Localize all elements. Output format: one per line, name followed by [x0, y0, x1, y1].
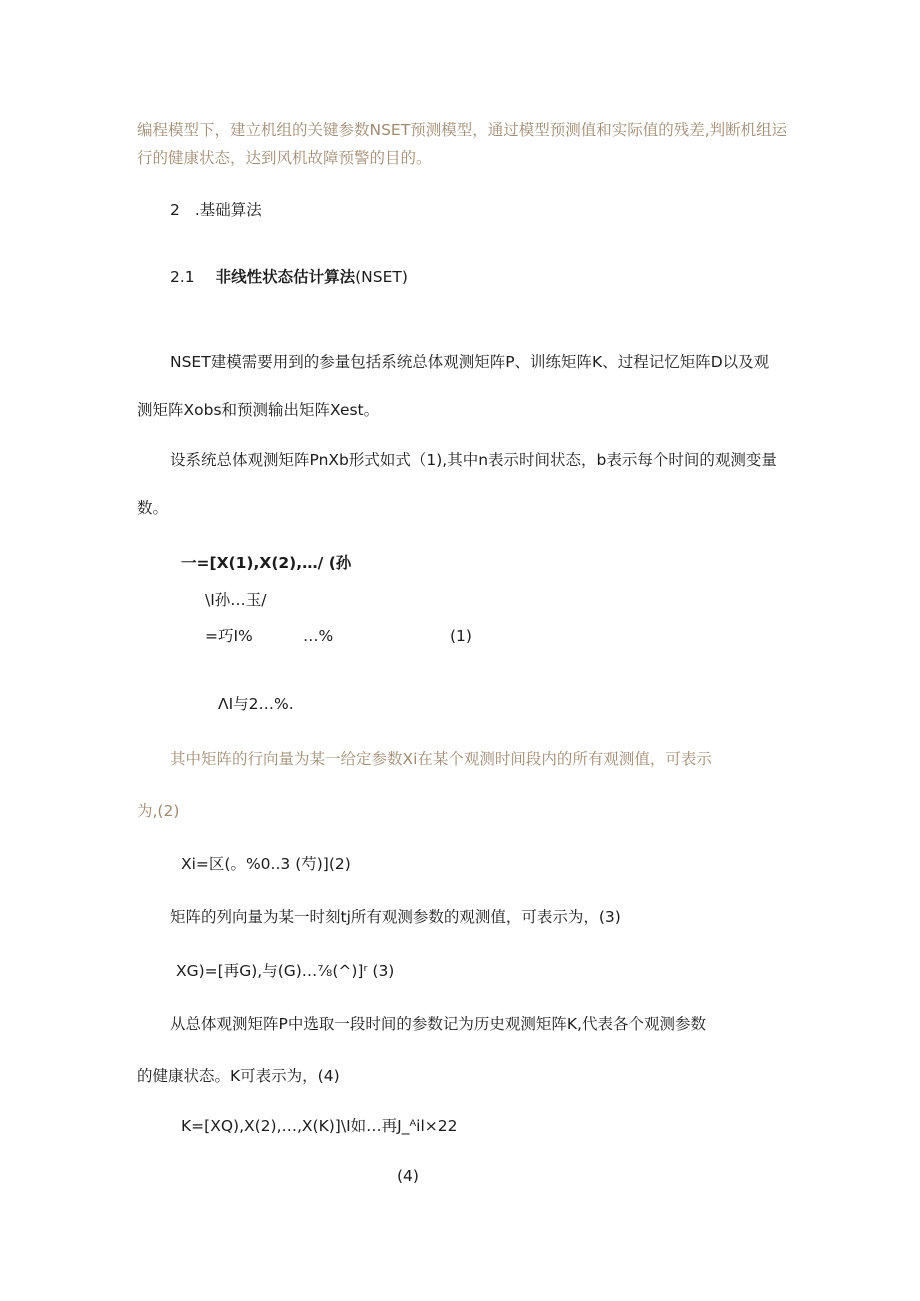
section-2-1-heading: [170, 267, 408, 287]
para5-line-2: 的健康状态。K可表示为，(4): [137, 1067, 340, 1085]
para1-line-1: NSET建模需要用到的参量包括系统总体观测矩阵P、训练矩阵K、过程记忆矩阵D以及观: [170, 353, 770, 371]
equation-1-line-1: 一=[X(1),X(2),…/ (孙: [181, 554, 352, 572]
section-2-heading: [170, 200, 262, 220]
section-2-1-abbr: (NSET): [355, 268, 408, 286]
equation-3: XG)=[再G),与(G)…⅞(^)]ʳ (3): [176, 962, 395, 980]
equation-2: Xi=区(。%0..3 (芍)](2): [181, 855, 351, 873]
intro-line-2: 行的健康状态，达到风机故障预警的目的。: [137, 149, 432, 167]
equation-4-number: (4): [397, 1167, 419, 1185]
para4-line: 矩阵的列向量为某一时刻tj所有观测参数的观测值，可表示为，(3): [170, 908, 621, 926]
para1-line-2: 测矩阵Xobs和预测输出矩阵Xest。: [137, 401, 380, 419]
equation-1-line-4: ΛI与2…%.: [218, 695, 294, 713]
para3-line-1: 其中矩阵的行向量为某一给定参数Xi在某个观测时间段内的所有观测值，可表示: [170, 750, 712, 768]
para5-line-1: 从总体观测矩阵P中选取一段时间的参数记为历史观测矩阵K,代表各个观测参数: [170, 1015, 706, 1033]
section-2-1-title: 非线性状态估计算法: [215, 268, 356, 286]
section-2-1-number: 2.1: [170, 268, 195, 286]
para2-line-2: 数。: [137, 499, 169, 517]
equation-1-line-3a: =巧I%: [205, 627, 253, 645]
para2-line-1: 设系统总体观测矩阵PnXb形式如式（1),其中n表示时间状态，b表示每个时间的观测变量: [170, 451, 777, 469]
section-2-number: 2: [170, 201, 180, 219]
para3-line-2: 为,(2): [137, 802, 180, 820]
equation-1-number: (1): [450, 627, 472, 645]
intro-line-1: 编程模型下，建立机组的关键参数NSET预测模型，通过模型预测值和实际值的残差,判断机组运: [137, 121, 788, 139]
equation-4: K=[XQ),X(2),…,X(K)]\I如…再J_ᴬil×22: [181, 1117, 458, 1135]
section-2-title: .基础算法: [194, 201, 262, 219]
equation-1-line-2: \I孙…玉/: [205, 591, 267, 609]
equation-1-line-3b: …%: [303, 627, 334, 645]
